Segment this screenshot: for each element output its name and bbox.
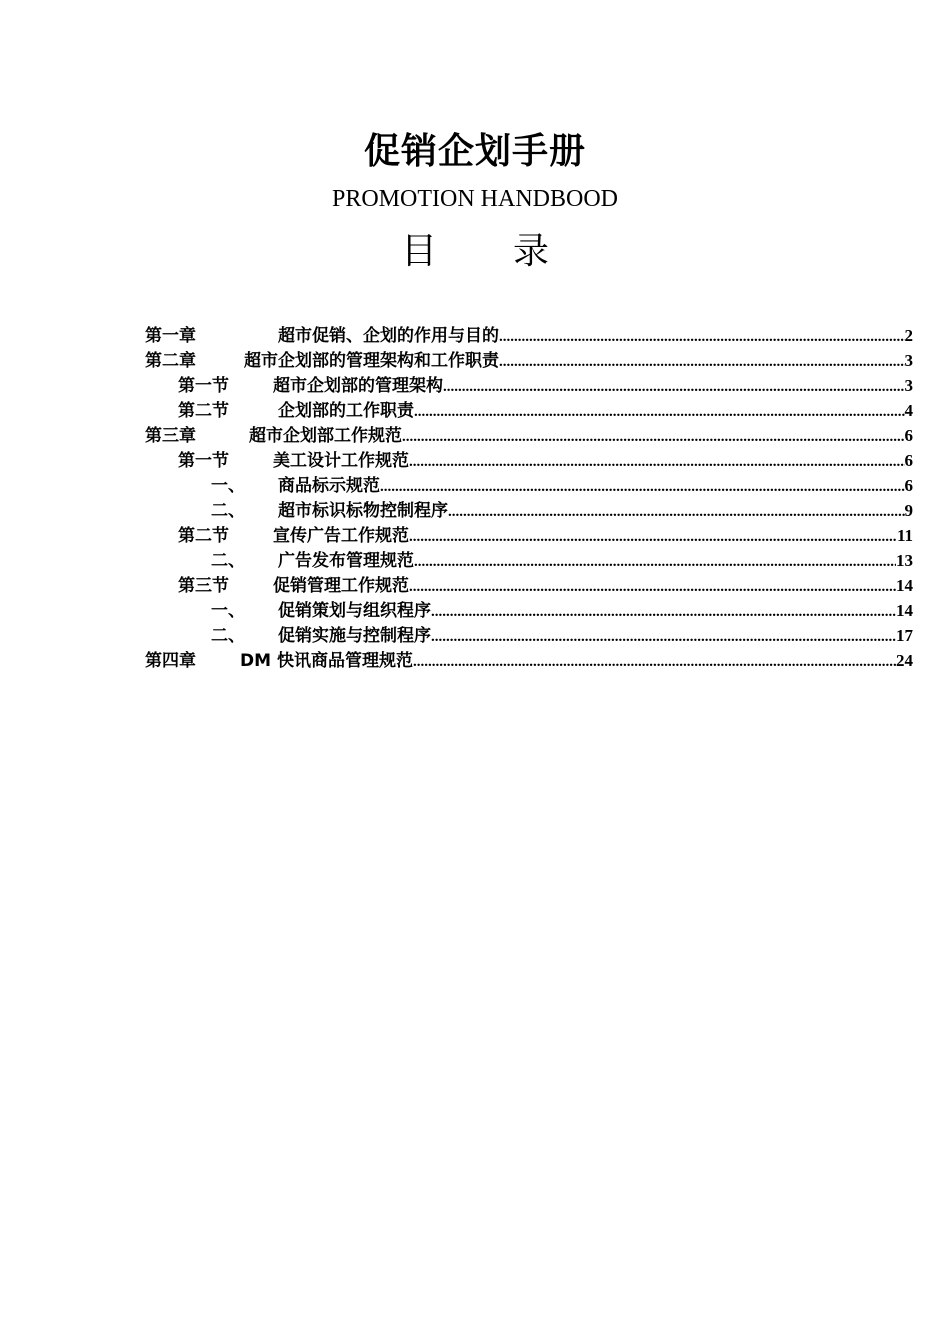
toc-entry-number: 二、 xyxy=(211,551,245,571)
toc-entry-page: 17 xyxy=(896,626,913,645)
toc-entry[interactable] xyxy=(145,323,913,348)
toc-entry-number: 第三节 xyxy=(178,576,229,596)
toc-entry-title: 宣传广告工作规范 xyxy=(273,526,409,546)
toc-entry-title: 超市企划部的管理架构 xyxy=(273,376,443,396)
toc-entry-title: 超市促销、企划的作用与目的 xyxy=(278,326,499,346)
toc-leader-dots xyxy=(499,325,905,350)
toc-entry-page: 14 xyxy=(896,576,913,595)
toc-entry-title: 超市企划部的管理架构和工作职责 xyxy=(244,351,499,371)
toc-entry[interactable] xyxy=(145,348,913,373)
toc-entry-number: 第一章 xyxy=(145,326,196,346)
toc-leader-dots xyxy=(409,575,896,600)
toc-heading-left: 目 xyxy=(400,231,437,272)
toc-entry-number: 第二章 xyxy=(145,351,196,371)
toc-heading-right: 录 xyxy=(513,231,550,272)
toc-entry-number: 第一节 xyxy=(178,451,229,471)
toc-entry[interactable] xyxy=(145,398,913,423)
toc-entry-title: DM 快讯商品管理规范 xyxy=(240,651,413,671)
toc-entry-page: 3 xyxy=(904,351,913,370)
toc-entry-number: 二、 xyxy=(211,626,245,646)
toc-entry-number: 第二节 xyxy=(178,526,229,546)
toc-entry-title: 超市企划部工作规范 xyxy=(249,426,402,446)
toc-entry-number: 二、 xyxy=(211,501,245,521)
toc-entry-number: 第四章 xyxy=(145,651,196,671)
toc-entry-number: 一、 xyxy=(211,601,245,621)
toc-entry-title: 超市标识标物控制程序 xyxy=(278,501,448,521)
toc-entry-page: 3 xyxy=(904,376,913,395)
toc-leader-dots xyxy=(413,650,896,675)
toc-leader-dots xyxy=(414,550,896,575)
toc-entry-page: 13 xyxy=(896,551,913,570)
toc-entry-title: 商品标示规范 xyxy=(278,476,380,496)
toc-entry[interactable] xyxy=(145,573,913,598)
toc-entry[interactable] xyxy=(145,373,913,398)
toc-heading xyxy=(0,228,950,276)
toc-entry-title: 促销管理工作规范 xyxy=(273,576,409,596)
toc-entry-title: 企划部的工作职责 xyxy=(278,401,414,421)
document-title: 促销企划手册 xyxy=(363,131,586,172)
toc-entry-page: 6 xyxy=(904,451,913,470)
toc-entry-page: 6 xyxy=(904,426,913,445)
toc-leader-dots xyxy=(402,425,905,450)
toc-entry-page: 6 xyxy=(904,476,913,495)
toc-leader-dots xyxy=(443,375,905,400)
toc-entry[interactable] xyxy=(145,598,913,623)
toc-entry-number: 第二节 xyxy=(178,401,229,421)
toc-entry[interactable] xyxy=(145,423,913,448)
toc-entry-page: 4 xyxy=(904,401,913,420)
toc-entry-number: 一、 xyxy=(211,476,245,496)
toc-leader-dots xyxy=(431,625,896,650)
document-subtitle: PROMOTION HANDBOOD xyxy=(331,186,618,212)
toc-entry[interactable] xyxy=(145,648,913,673)
toc-leader-dots xyxy=(431,600,896,625)
toc-entry[interactable] xyxy=(145,473,913,498)
toc-entry[interactable] xyxy=(145,623,913,648)
toc-entry-title: 促销策划与组织程序 xyxy=(278,601,431,621)
toc-entry-page: 14 xyxy=(896,601,913,620)
toc-entry[interactable] xyxy=(145,448,913,473)
toc-entry[interactable] xyxy=(145,498,913,523)
toc-leader-dots xyxy=(409,525,897,550)
toc-entry[interactable] xyxy=(145,523,913,548)
table-of-contents xyxy=(145,323,913,673)
toc-leader-dots xyxy=(409,450,905,475)
toc-leader-dots xyxy=(448,500,905,525)
toc-entry-title: 广告发布管理规范 xyxy=(278,551,414,571)
toc-entry-title: 美工设计工作规范 xyxy=(273,451,409,471)
toc-entry-title: 促销实施与控制程序 xyxy=(278,626,431,646)
toc-entry-page: 9 xyxy=(904,501,913,520)
toc-leader-dots xyxy=(380,475,905,500)
toc-leader-dots xyxy=(414,400,905,425)
toc-entry[interactable] xyxy=(145,548,913,573)
toc-entry-number: 第三章 xyxy=(145,426,196,446)
toc-entry-page: 2 xyxy=(904,326,913,345)
toc-leader-dots xyxy=(499,350,905,375)
toc-entry-page: 24 xyxy=(896,651,913,670)
toc-entry-number: 第一节 xyxy=(178,376,229,396)
toc-entry-page: 11 xyxy=(896,526,913,545)
